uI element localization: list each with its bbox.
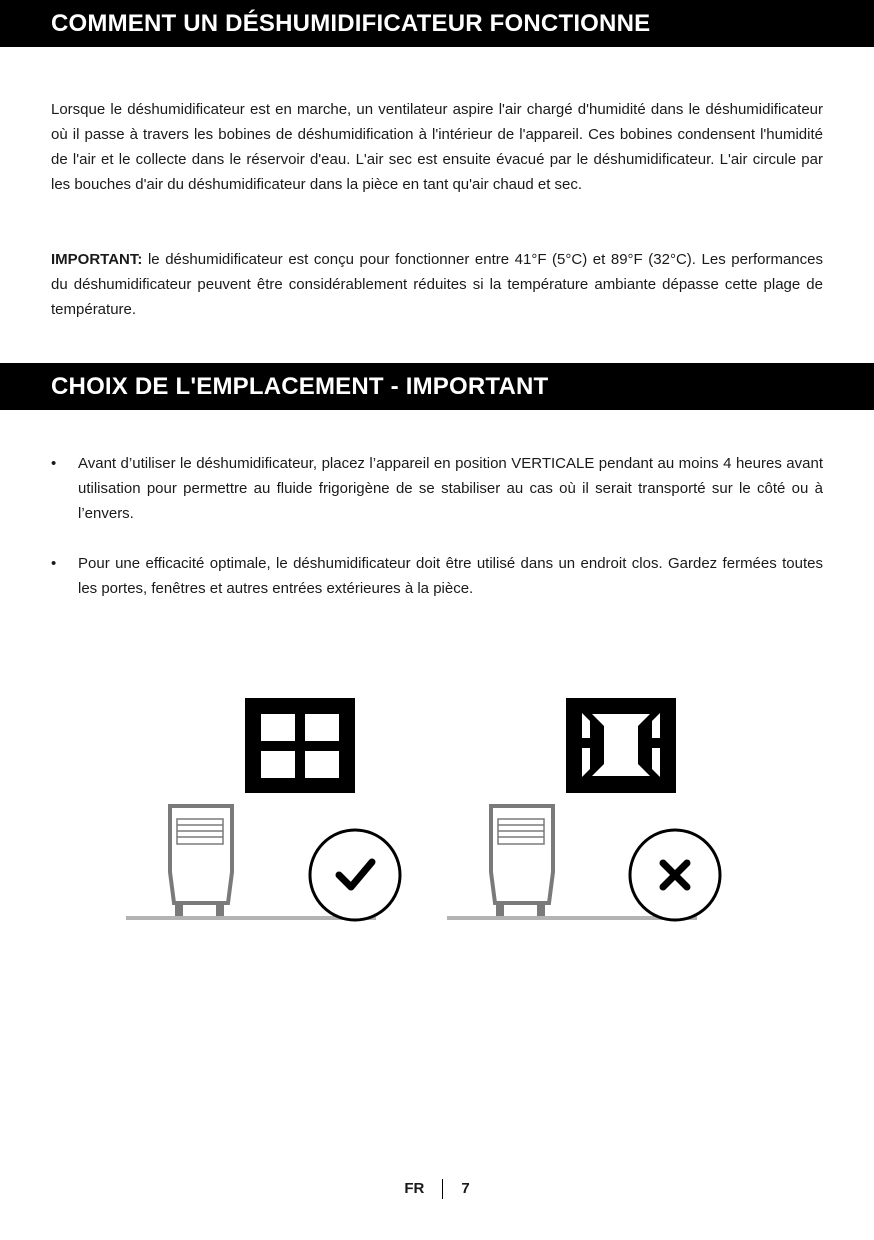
open-window-icon <box>566 698 676 793</box>
section-heading-location: CHOIX DE L'EMPLACEMENT - IMPORTANT <box>0 363 874 410</box>
list-item <box>51 551 823 601</box>
page-footer <box>0 1178 874 1200</box>
location-bullet-list <box>51 451 823 626</box>
bullet-text: Pour une efficacité optimale, le déshumidificateur doit être utilisé dans un endroit clos. Gardez fermées toutes les portes, fenêtres et autres entrées extérieures à la pièce. <box>78 555 823 597</box>
important-note <box>51 247 823 322</box>
checkmark-icon <box>310 830 400 920</box>
important-text: le déshumidificateur est conçu pour fonctionner entre 41°F (5°C) et 89°F (32°C). Les performances du déshumidificateur peuvent être considérablement réduites si la température ambiante dépasse cette plage de température. <box>51 251 823 318</box>
page-number: 7 <box>461 1180 470 1198</box>
how-it-works-paragraph: Lorsque le déshumidificateur est en marche, un ventilateur aspire l'air chargé d'humidité dans le déshumidificateur où il passe à travers les bobines de déshumidification à l'intérieur de l'appareil. Ces bobines condensent l'humidité de l'air et le collecte dans le réservoir d'eau. L'air sec est ensuite évacué par le déshumidificateur. L'air circule par les bouches d'air du déshumidificateur dans la pièce en tant qu'air chaud et sec. <box>51 101 823 193</box>
dehumidifier-icon <box>170 806 232 917</box>
footer-divider <box>442 1179 443 1199</box>
dehumidifier-icon <box>491 806 553 917</box>
list-item <box>51 451 823 526</box>
closed-window-icon <box>245 698 355 793</box>
bullet-text: Avant d’utiliser le déshumidificateur, placez l’appareil en position VERTICALE pendant au moins 4 heures avant utilisation pour permettre au fluide frigorigène de se stabiliser au cas où il serait transporté sur le côté ou à l’envers. <box>78 455 823 522</box>
cross-icon <box>630 830 720 920</box>
bullet-icon: • <box>51 455 57 472</box>
open-window-incorrect-illustration <box>440 690 730 930</box>
section-heading-how-it-works: COMMENT UN DÉSHUMIDIFICATEUR FONCTIONNE <box>0 0 874 47</box>
language-code: FR <box>404 1180 425 1198</box>
important-label: IMPORTANT: <box>51 251 143 268</box>
bullet-icon: • <box>51 555 57 572</box>
closed-window-correct-illustration <box>120 690 410 930</box>
